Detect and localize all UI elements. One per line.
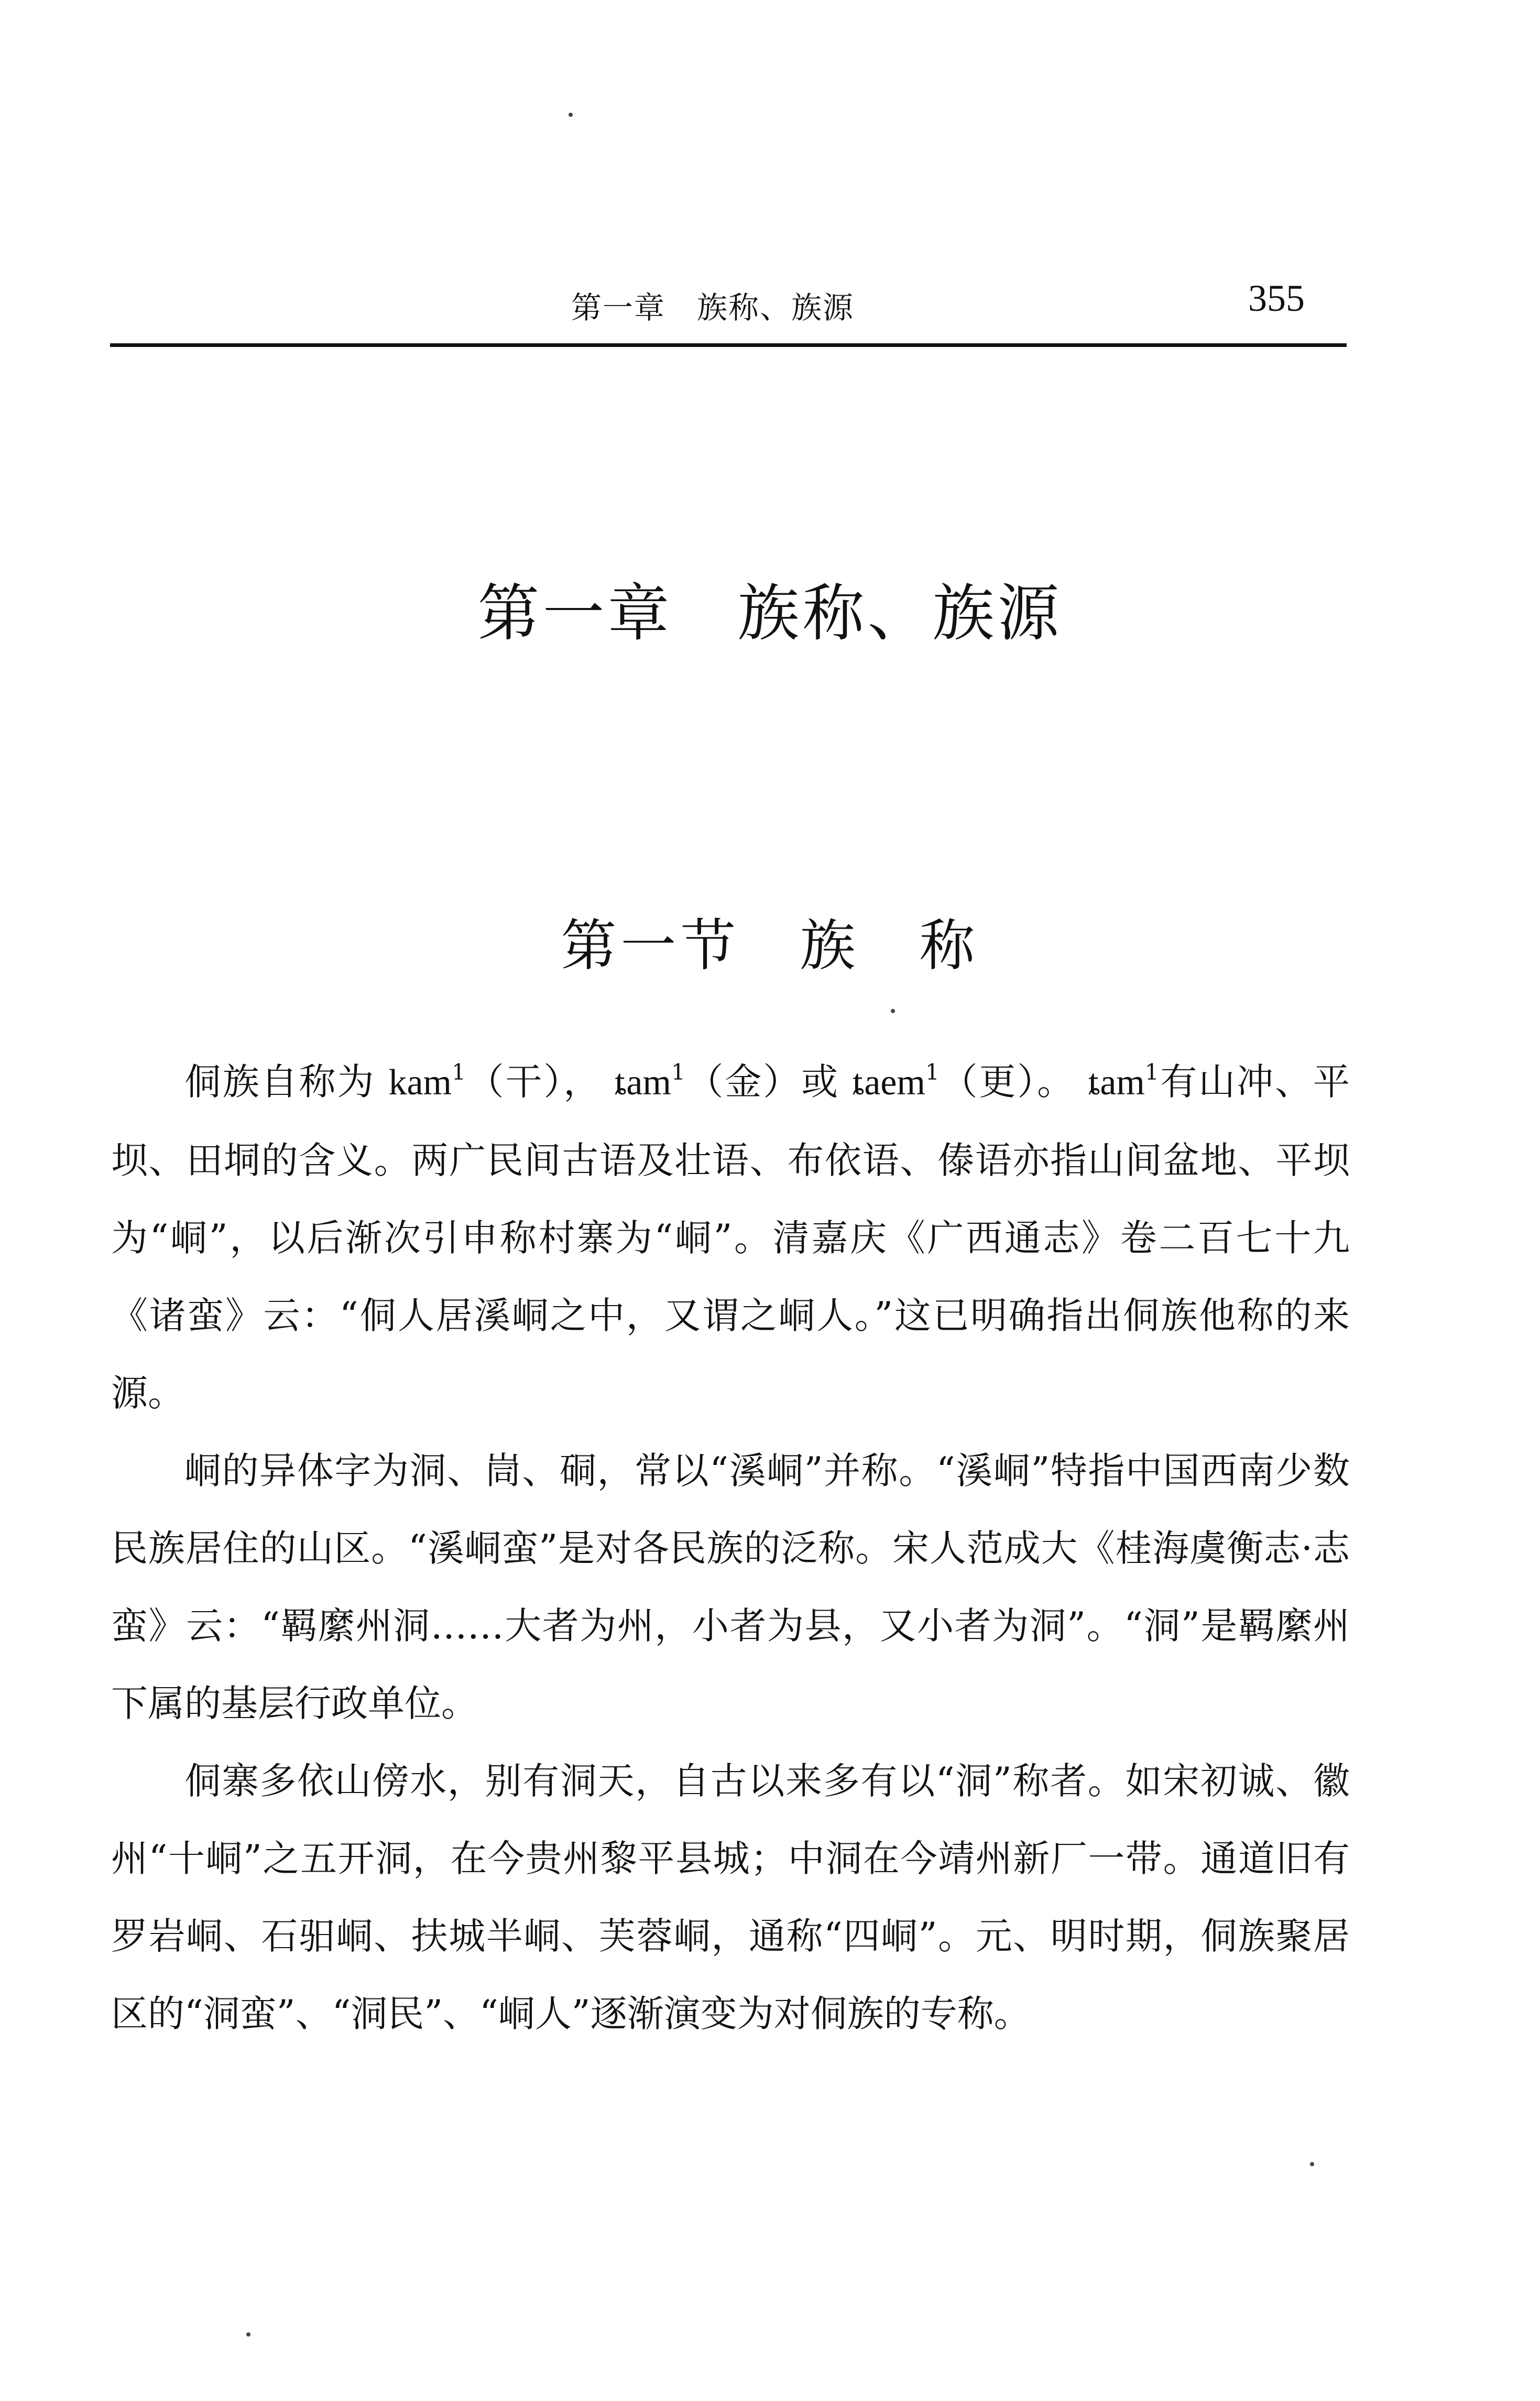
section-title: 第一节 族 称 — [561, 914, 979, 978]
tone-mark: 1 — [671, 1059, 685, 1085]
scan-speck — [1310, 2162, 1314, 2166]
term-tam-2: ȶam — [1088, 1062, 1145, 1103]
header-rule — [110, 343, 1347, 347]
p1-rest: 有山冲、平坝、田垌的含义。两广民间古语及壮语、布依语、傣语亦指山间盆地、平坝为“峒”，以后渐次引申称村寨为“峒”。清嘉庆《广西通志》卷二百七十九《诸蛮》云：“侗人居溪峒之中，又谓之峒人。”这已明确指出侗族他称的来源。 — [111, 1060, 1350, 1415]
paragraph-1 — [111, 1043, 1350, 1432]
paragraph-3: 侗寨多依山傍水，别有洞天，自古以来多有以“洞”称者。如宋初诚、徽州“十峒”之五开洞，在今贵州黎平县城；中洞在今靖州新厂一带。通道旧有罗岩峒、石驲峒、扶城半峒、芙蓉峒，通称“四峒”。元、明时期，侗族聚居区的“洞蛮”、“洞民”、“峒人”逐渐演变为对侗族的专称。 — [111, 1759, 1350, 2035]
paragraph-2: 峒的异体字为洞、峝、硐，常以“溪峒”并称。“溪峒”特指中国西南少数民族居住的山区。“溪峒蛮”是对各民族的泛称。宋人范成大《桂海虞衡志·志蛮》云：“羁縻州洞……大者为州，小者为县，又小者为洞”。“洞”是羁縻州下属的基层行政单位。 — [111, 1449, 1350, 1725]
gloss-geng: （更）。 — [939, 1060, 1076, 1103]
gloss-jin: （金）或 — [685, 1060, 840, 1103]
tone-mark: 1 — [925, 1059, 940, 1085]
tone-mark: 1 — [452, 1059, 466, 1085]
running-title: 第一章 族称、族源 — [571, 290, 855, 325]
body-text — [111, 1043, 1350, 2052]
term-taem: ȶaem — [853, 1062, 925, 1103]
scan-speck — [569, 113, 573, 117]
p1-intro: 侗族自称为 — [184, 1060, 376, 1103]
term-kam: kam — [388, 1062, 452, 1103]
scan-speck — [891, 1009, 895, 1013]
running-header — [110, 277, 1347, 346]
chapter-title: 第一章 族称、族源 — [477, 577, 1063, 649]
page-number: 355 — [1248, 277, 1305, 319]
gloss-gan: （干）， — [465, 1060, 602, 1103]
tone-mark: 1 — [1144, 1059, 1159, 1085]
scan-speck — [246, 2332, 250, 2337]
term-tam: ȶam — [615, 1062, 671, 1103]
